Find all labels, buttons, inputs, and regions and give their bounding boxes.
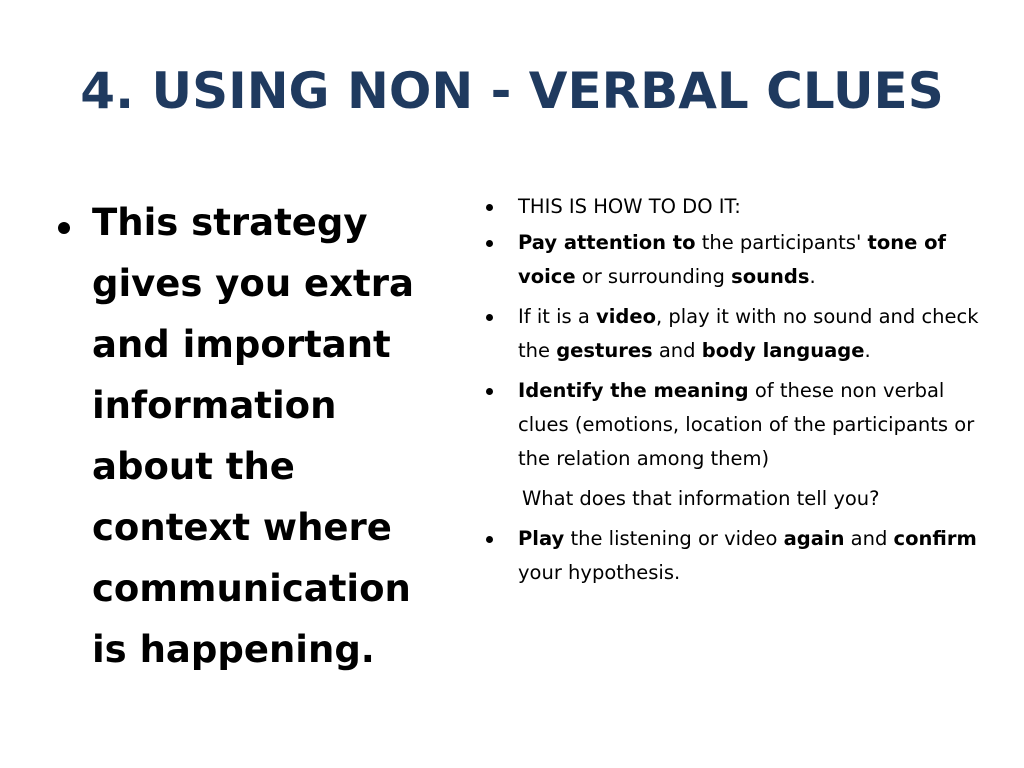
list-item-text: , play it with no sound and check the (518, 305, 979, 362)
bullet-dot-icon (486, 240, 493, 247)
list-item-text: . (864, 339, 871, 362)
bullet-dot-icon (486, 536, 493, 543)
emphasis-text: body language (701, 339, 865, 362)
list-item (484, 190, 984, 224)
list-item (484, 300, 984, 368)
emphasis-text: Identify the meaning (518, 379, 749, 402)
emphasis-text: Pay attention to (518, 231, 696, 254)
list-item-text: and (844, 527, 894, 550)
bullet-dot-icon (58, 222, 70, 234)
bullet-dot-icon (486, 314, 493, 321)
slide-title: 4. USING NON - VERBAL CLUES (80, 62, 944, 120)
emphasis-text: video (596, 305, 656, 328)
emphasis-text: Play (518, 527, 565, 550)
left-bullet-text: This strategy gives you extra and important information about the context where communication is happening. (92, 201, 414, 671)
bullet-dot-icon (486, 388, 493, 395)
list-item (484, 522, 984, 590)
list-item-text: . (809, 265, 816, 288)
list-item (484, 226, 984, 294)
emphasis-text: tone of voice (518, 231, 947, 288)
emphasis-text: again (783, 527, 845, 550)
list-item-text: If it is a (518, 305, 596, 328)
list-item-text: THIS IS HOW TO DO IT: (518, 195, 741, 218)
right-bullet-list (484, 190, 984, 596)
emphasis-text: confirm (893, 527, 977, 550)
emphasis-text: gestures (556, 339, 653, 362)
list-item-text: of these non verbal clues (emotions, location of the participants or the relation among them) (518, 379, 975, 470)
list-item-text: the participants' (695, 231, 868, 254)
list-item-text: the listening or video (564, 527, 784, 550)
list-item-text: your hypothesis. (518, 561, 681, 584)
list-item (484, 374, 984, 476)
bullet-dot-icon (486, 204, 493, 211)
question-text: What does that information tell you? (522, 487, 880, 510)
emphasis-text: sounds (731, 265, 810, 288)
left-bullet (58, 192, 458, 680)
list-item-text: and (652, 339, 702, 362)
list-item-text: or surrounding (575, 265, 732, 288)
